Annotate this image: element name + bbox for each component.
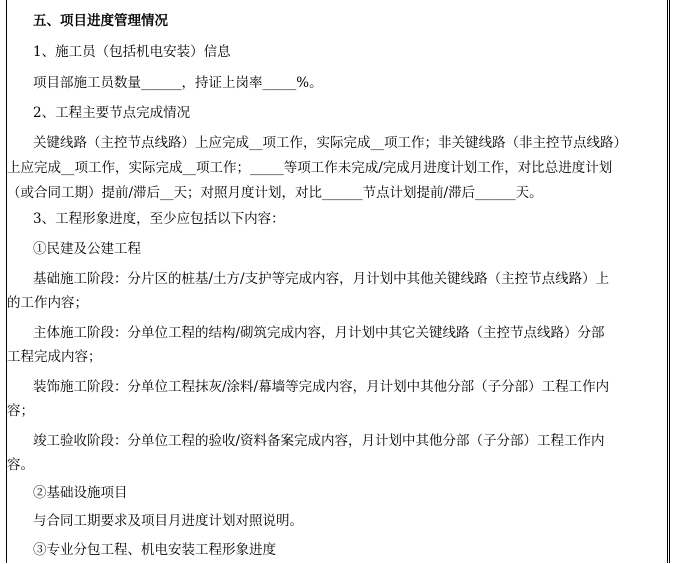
document-frame <box>6 0 668 563</box>
item2-para-line1: 关键线路（主控节点线路）上应完成__项工作，实际完成__项工作；非关键线路（非主控节点线路） <box>33 135 627 151</box>
sub3-title: ③专业分包工程、机电安装工程形象进度 <box>33 542 276 558</box>
section-heading: 五、项目进度管理情况 <box>33 13 168 29</box>
foundation-line2: 的工作内容； <box>7 295 88 311</box>
item1-line: 项目部施工员数量______，持证上岗率_____%。 <box>33 75 323 91</box>
main-line2: 工程完成内容； <box>7 349 102 365</box>
sub2-title: ②基础设施项目 <box>33 485 128 501</box>
item3-title: 3、工程形象进度，至少应包括以下内容： <box>33 211 285 227</box>
accept-line1: 竣工验收阶段：分单位工程的验收/资料备案完成内容，月计划中其他分部（子分部）工程工作内 <box>33 433 605 449</box>
item1-title: 1、施工员（包括机电安装）信息 <box>33 44 231 60</box>
item2-title: 2、工程主要节点完成情况 <box>33 105 191 121</box>
item2-para-line2: 上应完成__项工作，实际完成__项工作；_____等项工作未完成/完成月进度计划工作，对比总进度计划 <box>7 160 613 176</box>
outer-border-right <box>669 0 670 563</box>
foundation-line1: 基础施工阶段：分片区的桩基/土方/支护等完成内容，月计划中其他关键线路（主控节点线路）上 <box>33 271 610 287</box>
sub1-title: ①民建及公建工程 <box>33 241 141 257</box>
sub2-line: 与合同工期要求及项目月进度计划对照说明。 <box>33 513 303 529</box>
deco-line1: 装饰施工阶段：分单位工程抹灰/涂料/幕墙等完成内容，月计划中其他分部（子分部）工程工作内 <box>33 379 610 395</box>
main-line1: 主体施工阶段：分单位工程的结构/砌筑完成内容，月计划中其它关键线路（主控节点线路）分部 <box>33 325 605 341</box>
deco-line2: 容； <box>7 403 34 419</box>
item2-para-line3: （或合同工期）提前/滞后__天；对照月度计划，对比______节点计划提前/滞后______天。 <box>7 185 543 201</box>
accept-line2: 容。 <box>7 457 34 473</box>
